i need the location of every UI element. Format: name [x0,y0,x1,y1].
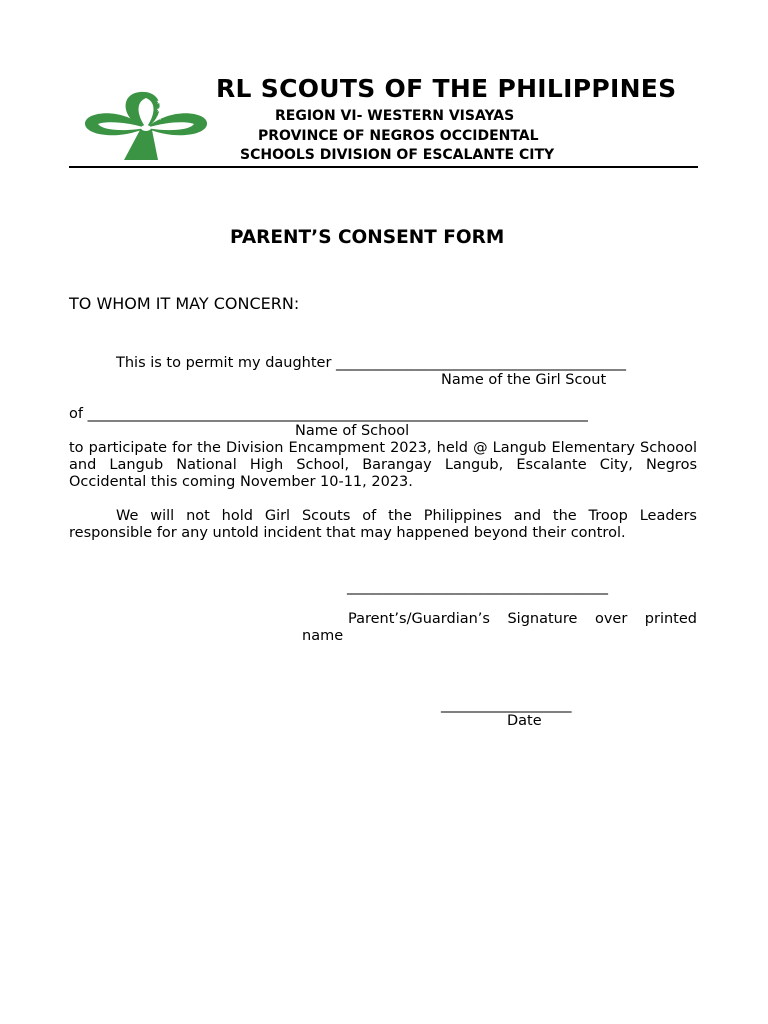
date-line: __________________ [441,697,572,713]
school-line: of _____________________________________________________________________ [69,406,588,422]
participation-paragraph: to participate for the Division Encampment 2023, held @ Langub Elementary Schoool and Langub National High School, Barangay Langub, Escalante City, Negros Occidental this coming November 10-11, 2023. [69,440,697,490]
province-heading: PROVINCE OF NEGROS OCCIDENTAL [258,128,539,144]
permit-line: This is to permit my daughter ________________________________________ [116,355,627,371]
school-name-caption: Name of School [295,423,410,439]
signature-caption: Parent’s/Guardian’s Signature over printed [348,611,697,627]
girl-scout-name-caption: Name of the Girl Scout [441,372,607,388]
form-title: PARENT’S CONSENT FORM [230,227,505,248]
salutation: TO WHOM IT MAY CONCERN: [69,294,300,313]
date-caption: Date [507,713,542,729]
org-title: RL SCOUTS OF THE PHILIPPINES [216,74,677,103]
signature-caption-continued: name [302,628,344,644]
region-heading: REGION VI- WESTERN VISAYAS [275,108,515,124]
liability-paragraph: We will not hold Girl Scouts of the Philippines and the Troop Leaders responsible for any untold incident that may happened beyond their control. [69,508,697,541]
header-divider [69,166,698,168]
trefoil-logo-icon [80,84,212,164]
division-heading: SCHOOLS DIVISION OF ESCALANTE CITY [240,147,555,163]
svg-text:★: ★ [156,114,163,122]
svg-text:★: ★ [156,106,163,114]
svg-text:★: ★ [156,98,163,106]
signature-line: ____________________________________ [347,579,608,595]
